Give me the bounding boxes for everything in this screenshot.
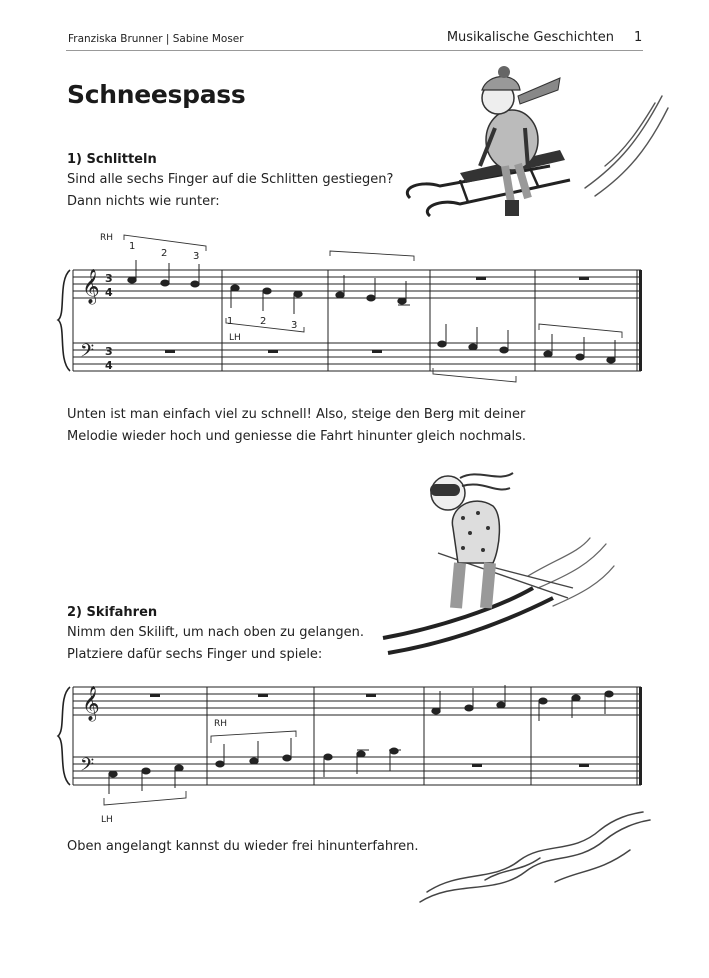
page-number: 1	[634, 30, 643, 45]
note	[357, 751, 365, 757]
note	[161, 280, 169, 286]
note	[294, 291, 302, 297]
whole-rest	[476, 277, 486, 280]
note	[605, 691, 613, 697]
rh-label: RH	[214, 719, 228, 729]
ski-tracks-illustration	[415, 810, 655, 910]
finger-number: 3	[193, 251, 200, 262]
whole-rest	[268, 350, 278, 353]
time-signature-bottom: 4	[105, 286, 113, 299]
note	[438, 341, 446, 347]
section-1-intro-line: Dann nichts wie runter:	[67, 194, 220, 209]
note	[250, 758, 258, 764]
section-1-intro-line: Sind alle sechs Finger auf die Schlitten gestiegen?	[67, 172, 394, 187]
page-title: Schneespass	[67, 80, 246, 109]
header-authors: Franziska Brunner | Sabine Moser	[68, 33, 244, 45]
note	[128, 277, 136, 283]
text-line: Unten ist man einfach viel zu schnell! Also, steige den Berg mit deiner	[67, 407, 526, 422]
note	[283, 755, 291, 761]
note	[497, 702, 505, 708]
rh-label: RH	[100, 233, 114, 243]
lh-label: LH	[229, 333, 241, 343]
time-signature-top: 3	[105, 345, 113, 358]
treble-clef-icon: 𝄞	[82, 686, 100, 721]
finger-number: 1	[227, 316, 234, 327]
note	[465, 705, 473, 711]
section-2-grand-staff	[0, 660, 709, 830]
header-series: Musikalische Geschichten	[446, 30, 614, 45]
note	[469, 344, 477, 350]
section-1-heading: 1) Schlitteln	[67, 152, 157, 167]
note	[576, 354, 584, 360]
finger-number: 3	[291, 320, 298, 331]
text-line: Melodie wieder hoch und geniesse die Fahrt hinunter gleich nochmals.	[67, 429, 527, 444]
text-line: Oben angelangt kannst du wieder frei hinunterfahren.	[67, 839, 419, 854]
whole-rest	[150, 694, 160, 697]
note	[539, 698, 547, 704]
treble-clef-icon: 𝄞	[82, 269, 100, 304]
section-2-after-text	[67, 836, 419, 858]
whole-rest	[372, 350, 382, 353]
whole-rest	[579, 277, 589, 280]
section-1-grand-staff	[0, 220, 709, 395]
finger-number: 2	[260, 316, 267, 327]
note	[398, 298, 406, 304]
whole-rest	[258, 694, 268, 697]
section-1-after-text	[67, 404, 526, 448]
bass-clef-icon: 𝄢	[80, 341, 95, 366]
note	[500, 347, 508, 353]
whole-rest	[472, 764, 482, 767]
note	[390, 748, 398, 754]
header-rule	[66, 50, 643, 51]
note	[142, 768, 150, 774]
note	[432, 708, 440, 714]
note	[367, 295, 375, 301]
time-signature-top: 3	[105, 272, 113, 285]
note	[544, 351, 552, 357]
whole-rest	[366, 694, 376, 697]
note	[216, 761, 224, 767]
note	[324, 754, 332, 760]
lh-label: LH	[101, 815, 113, 825]
whole-rest	[165, 350, 175, 353]
section-2-intro-line: Platziere dafür sechs Finger und spiele:	[67, 647, 323, 662]
note	[191, 281, 199, 287]
note	[336, 292, 344, 298]
skiing-child-illustration	[378, 458, 628, 668]
note	[109, 771, 117, 777]
section-2-heading: 2) Skifahren	[67, 605, 158, 620]
finger-number: 2	[161, 248, 168, 259]
whole-rest	[579, 764, 589, 767]
note	[175, 765, 183, 771]
section-2-intro-line: Nimm den Skilift, um nach oben zu gelangen.	[67, 625, 364, 640]
bass-clef-icon: 𝄢	[80, 755, 95, 780]
time-signature-bottom: 4	[105, 359, 113, 372]
section-1-intro	[67, 169, 393, 213]
note	[263, 288, 271, 294]
note	[572, 695, 580, 701]
note	[231, 285, 239, 291]
note	[607, 357, 615, 363]
finger-number: 1	[129, 241, 136, 252]
